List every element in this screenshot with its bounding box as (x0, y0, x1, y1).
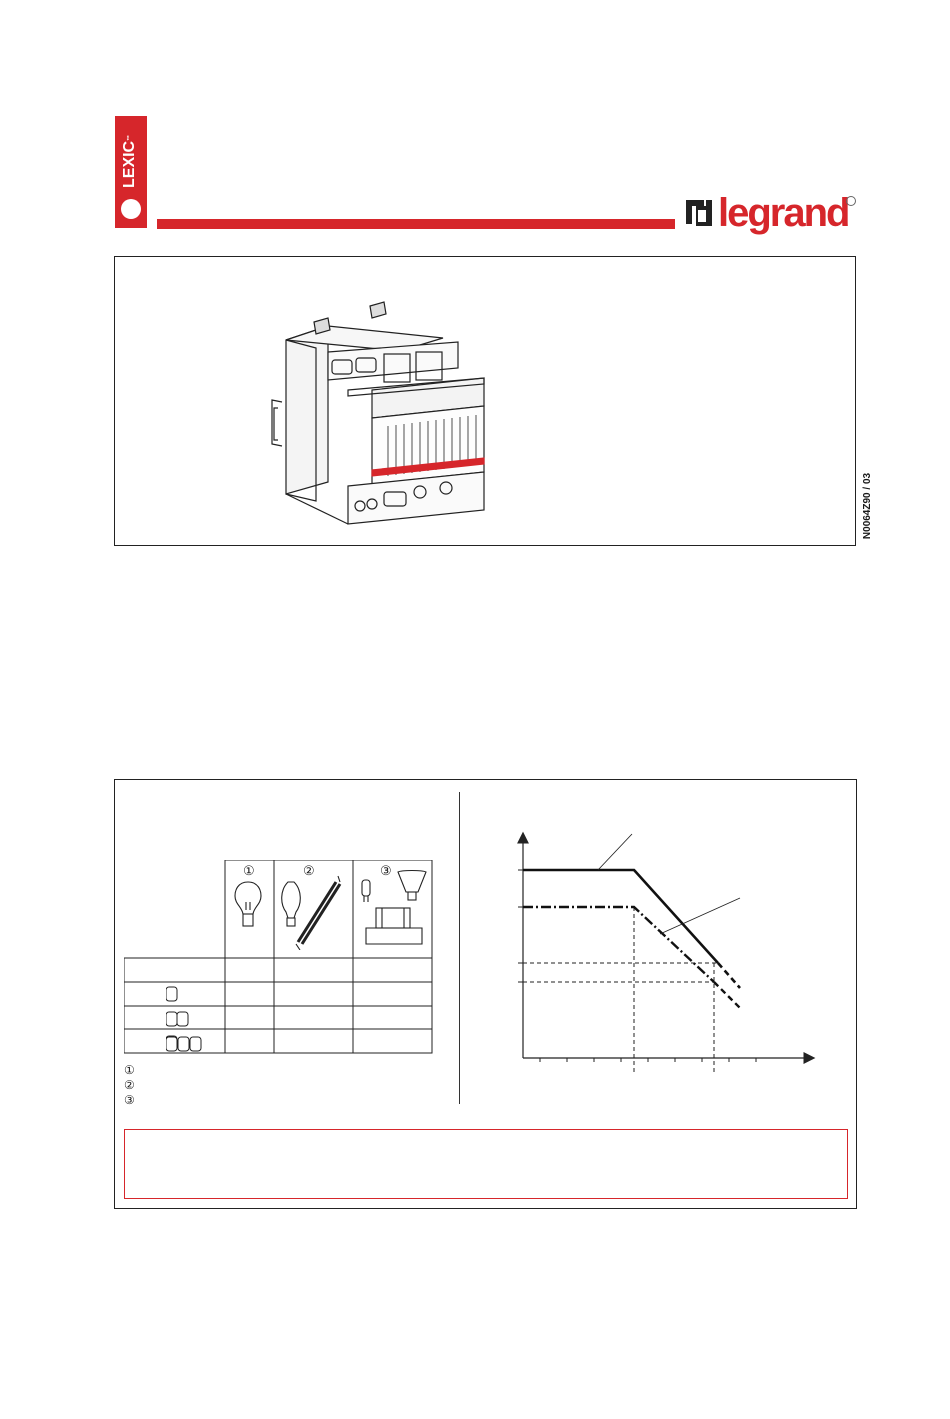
legrand-wordmark: legrand (718, 191, 849, 235)
incandescent-lamp-icon (234, 880, 262, 930)
footnote-2: ② (124, 1078, 135, 1092)
derating-chart (470, 820, 830, 1080)
lexic-series-name (110, 134, 150, 188)
series-solid-extension (718, 963, 740, 988)
three-module-icon (166, 1036, 214, 1052)
series-dashdot-line (523, 907, 714, 982)
header-red-bar (157, 219, 675, 229)
footnote-1: ① (124, 1063, 135, 1077)
lexic-tm-mark: ™ (127, 134, 133, 141)
column-marker-1: ① (243, 863, 255, 878)
column-marker-2: ② (303, 863, 315, 878)
lexic-series-label: LEXIC (121, 140, 138, 188)
series-solid-line (523, 870, 718, 963)
y-axis-ticks (518, 870, 523, 982)
column-divider (459, 792, 460, 1104)
registered-mark-icon (846, 196, 856, 206)
dimmer-module-illustration-icon (268, 296, 490, 532)
footnotes (124, 1063, 135, 1108)
lexic-dot-icon (121, 199, 141, 219)
column-marker-3: ③ (380, 863, 392, 878)
low-voltage-halogen-transformer-icon (356, 868, 430, 950)
document-code: N0064Z90 / 03 (862, 472, 873, 540)
legrand-logo-mark-icon (684, 198, 714, 228)
leader-line-dashdot (660, 898, 740, 934)
leader-line-solid (598, 834, 632, 870)
footnote-3: ③ (124, 1093, 135, 1107)
warning-box (124, 1129, 848, 1199)
halogen-lamp-icon (278, 868, 348, 950)
